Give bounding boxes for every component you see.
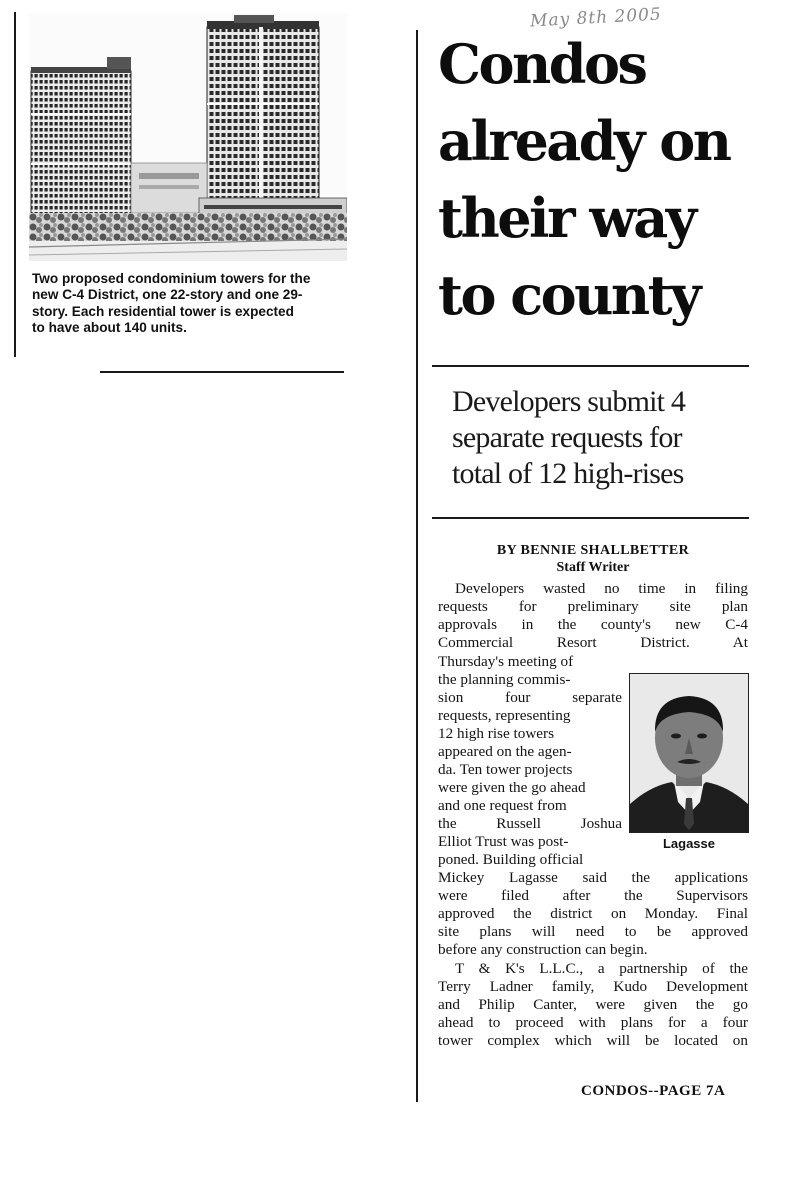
body-line: the Russell Joshua [438,815,622,832]
left-column-rule [14,12,16,357]
body-line: da. Ten tower projects [438,761,573,778]
left-bottom-rule [100,371,344,373]
body-line: Commercial Resort District. At [438,634,748,651]
jump-line: CONDOS--PAGE 7A [581,1083,726,1099]
headline-line: their way [438,186,695,250]
deck-top-rule [432,365,749,367]
body-line: were filed after the Supervisors [438,887,748,904]
body-line: site plans will need to be approved [438,923,748,940]
body-line: sion four separate [438,689,622,706]
handwritten-date: May 8th 2005 [529,4,663,32]
body-line: Elliot Trust was post- [438,833,569,850]
body-line: appeared on the agen- [438,743,572,760]
portrait-caption: Lagasse [662,836,716,851]
body-line: ahead to proceed with plans for a four [438,1014,748,1031]
photo-caption [32,271,350,337]
body-line: Mickey Lagasse said the applications [438,869,748,886]
headline [438,26,768,334]
body-line: requests for preliminary site plan [438,598,748,615]
body-line: were given the go ahead [438,779,586,796]
caption-line: Two proposed condominium towers for the [32,271,311,286]
byline: BY BENNIE SHALLBETTER [496,543,690,558]
body-line: 12 high rise towers [438,725,554,742]
byline-title: Staff Writer [556,560,630,575]
subheadline-deck [452,384,762,492]
body-line: poned. Building official [438,851,584,868]
body-line: Developers wasted no time in filing [455,580,748,597]
lagasse-portrait [629,673,749,833]
body-line: the planning commis- [438,671,571,688]
body-line: Thursday's meeting of [438,653,574,670]
body-line: Terry Ladner family, Kudo Development [438,978,748,995]
body-line: approvals in the county's new C-4 [438,616,748,633]
body-line: T & K's L.L.C., a partnership of the [455,960,748,977]
caption-line: to have about 140 units. [32,320,187,336]
caption-line: new C-4 District, one 22-story and one 29- [32,287,303,303]
deck-line: total of 12 high-rises [452,457,684,490]
body-line: and Philip Canter, were given the go [438,996,748,1013]
deck-line: separate requests for [452,421,682,454]
headline-line: Condos [438,32,646,96]
body-line: requests, representing [438,707,571,724]
body-line: and one request from [438,797,567,814]
center-column-rule [416,30,418,1102]
headline-line: already on [438,109,730,173]
condo-towers-photo [29,13,347,261]
body-line: before any construction can begin. [438,941,648,958]
deck-line: Developers submit 4 [452,385,686,418]
headline-line: to county [438,263,699,327]
caption-line: story. Each residential tower is expected [32,303,294,319]
deck-bottom-rule [432,517,749,519]
body-line: tower complex which will be located on [438,1032,748,1049]
body-line: approved the district on Monday. Final [438,905,748,922]
